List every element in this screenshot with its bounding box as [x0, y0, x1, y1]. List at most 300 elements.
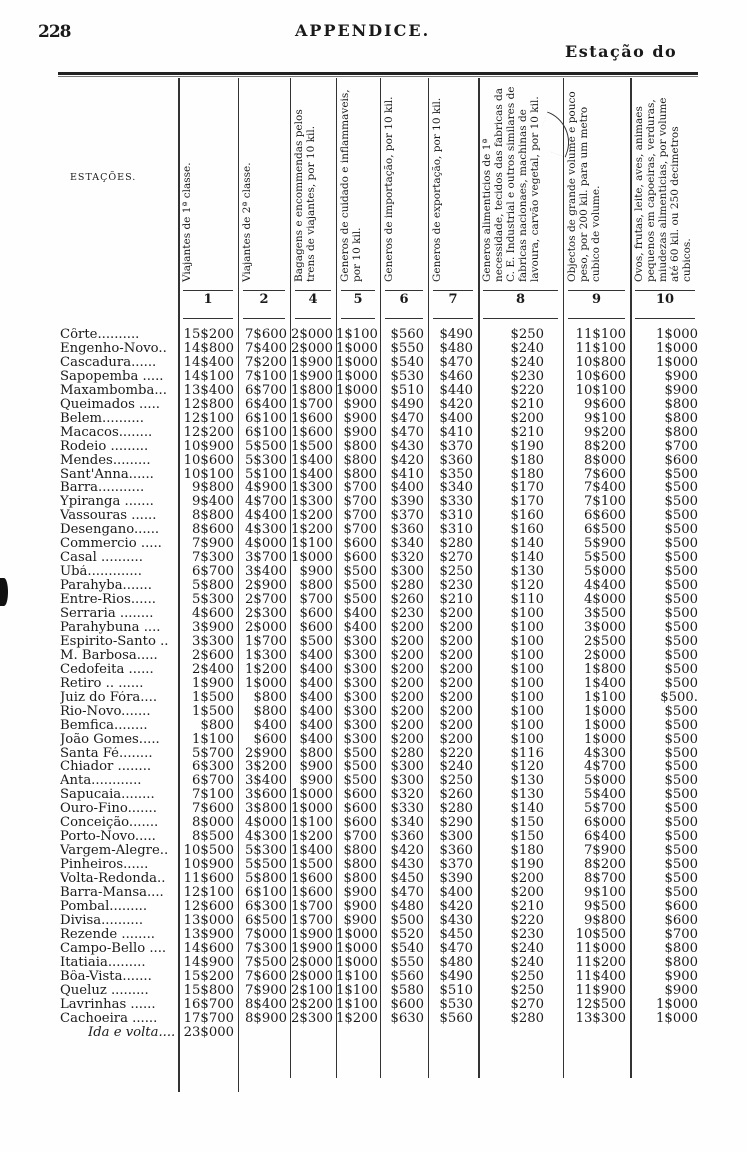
fare-cell: $430: [390, 857, 424, 873]
fare-cell: $900: [343, 898, 377, 914]
table-row: [0, 1012, 747, 1026]
fare-cell: 1$000: [656, 354, 698, 370]
column-header-label: Generos de cuidado e inflammaveis, por 10 kil.: [339, 89, 363, 282]
fare-cell: $400: [299, 647, 333, 663]
fare-cell: $100: [510, 675, 544, 691]
fare-cell: 6$500: [584, 522, 626, 538]
fare-cell: $480: [390, 898, 424, 914]
fare-cell: $200: [439, 689, 473, 705]
fare-cell: 2$500: [584, 633, 626, 649]
fare-cell: 9$200: [584, 424, 626, 440]
fare-cell: 4$400: [584, 578, 626, 594]
fare-cell: 7$300: [245, 940, 287, 956]
station-name: Barra-Mansa....: [60, 886, 164, 900]
station-name: Pombal.........: [60, 899, 148, 914]
station-name: Rezende ........: [60, 927, 155, 942]
fare-cell: 9$400: [192, 494, 234, 510]
fare-cell: $210: [510, 424, 544, 440]
fare-cell: $500.: [660, 689, 698, 705]
station-name: Bôa-Vista.......: [60, 969, 152, 984]
table-row: [0, 635, 747, 649]
fare-cell: 1$100: [336, 982, 378, 998]
table-row: [0, 747, 747, 761]
fare-cell: $580: [390, 982, 424, 998]
fare-cell: 13$300: [575, 1010, 626, 1026]
station-name: Entre-Rios......: [60, 593, 156, 608]
station-name: Rio-Novo.......: [60, 704, 151, 719]
station-name: Casal ..........: [60, 551, 143, 566]
fare-cell: 1$000: [584, 731, 626, 747]
table-row: [0, 649, 747, 663]
fare-cell: 10$600: [183, 452, 234, 468]
fare-cell: $190: [510, 438, 544, 454]
fare-cell: 7$000: [245, 926, 287, 942]
fare-cell: $600: [343, 815, 377, 831]
fare-cell: 1$100: [291, 536, 333, 552]
fare-cell: $200: [439, 619, 473, 635]
fare-cell: $500: [664, 703, 698, 719]
table-row: [0, 928, 747, 942]
column-header-label: Generos de importação, por 10 kil.: [383, 96, 395, 282]
fare-cell: 5$500: [584, 550, 626, 566]
fare-cell: $200: [390, 731, 424, 747]
fare-cell: $200: [390, 633, 424, 649]
fare-cell: $300: [439, 829, 473, 845]
fare-cell: $280: [439, 536, 473, 552]
fare-cell: $200: [390, 689, 424, 705]
fare-cell: $400: [299, 717, 333, 733]
margin-ink-mark: [0, 578, 8, 606]
station-name: Juiz do Fóra....: [60, 690, 158, 705]
fare-cell: $500: [664, 619, 698, 635]
fare-cell: 10$900: [183, 438, 234, 454]
fare-cell: $116: [510, 745, 544, 761]
fare-cell: $470: [390, 424, 424, 440]
fare-cell: $630: [390, 1010, 424, 1026]
fare-cell: $230: [439, 578, 473, 594]
fare-cell: $900: [299, 773, 333, 789]
fare-cell: 1$000: [584, 717, 626, 733]
table-row: [0, 593, 747, 607]
column-number-rule: [295, 318, 331, 319]
fare-cell: $500: [664, 578, 698, 594]
fare-cell: 1$400: [584, 675, 626, 691]
fare-cell: $350: [439, 466, 473, 482]
fare-cell: $700: [343, 508, 377, 524]
fare-cell: $200: [439, 647, 473, 663]
fare-cell: 10$500: [575, 926, 626, 942]
fare-cell: $500: [664, 536, 698, 552]
fare-cell: $220: [439, 745, 473, 761]
fare-cell: 5$700: [584, 801, 626, 817]
table-row: [0, 328, 747, 342]
fare-cell: $300: [343, 717, 377, 733]
fare-cell: $510: [439, 982, 473, 998]
fare-cell: 1$000: [336, 940, 378, 956]
fare-cell: $800: [253, 689, 287, 705]
fare-cell: 11$000: [575, 940, 626, 956]
station-name: Santa Fé........: [60, 746, 153, 761]
fare-cell: $440: [439, 382, 473, 398]
fare-cell: $500: [299, 633, 333, 649]
station-name: Volta-Redonda..: [60, 872, 166, 887]
fare-cell: 5$400: [584, 787, 626, 803]
fare-cell: 3$900: [192, 619, 234, 635]
fare-cell: $490: [439, 968, 473, 984]
fare-cell: $280: [510, 1010, 544, 1026]
fare-cell: $500: [664, 675, 698, 691]
fare-cell: $130: [510, 773, 544, 789]
fare-cell: 7$100: [245, 368, 287, 384]
fare-cell: $500: [664, 871, 698, 887]
fare-cell: $530: [390, 368, 424, 384]
fare-cell: $800: [664, 954, 698, 970]
column-header-label: Generos de exportação, por 10 kil.: [431, 97, 443, 282]
fare-cell: 7$200: [245, 354, 287, 370]
fare-cell: 1$000: [336, 954, 378, 970]
column-number: 4: [308, 292, 318, 307]
table-row: [0, 719, 747, 733]
fare-cell: $280: [390, 745, 424, 761]
column-number: 2: [259, 292, 269, 307]
fare-cell: 6$100: [245, 885, 287, 900]
fare-cell: $600: [664, 452, 698, 468]
fare-cell: $500: [664, 745, 698, 761]
fare-cell: $500: [664, 829, 698, 845]
fare-cell: 16$700: [183, 996, 234, 1012]
fare-cell: 10$600: [575, 368, 626, 384]
station-name: Ubá.............: [60, 565, 142, 580]
fare-cell: 2$000: [291, 327, 333, 342]
fare-cell: $470: [390, 410, 424, 426]
fare-cell: 1$900: [291, 940, 333, 956]
table-row: [0, 663, 747, 677]
table-row: [0, 495, 747, 509]
fare-cell: 2$600: [192, 647, 234, 663]
column-header: [291, 78, 335, 288]
station-name: Maxambomba...: [60, 383, 167, 398]
fare-cell: 1$300: [291, 494, 333, 510]
fare-cell: 4$600: [192, 606, 234, 621]
fare-cell: $300: [390, 773, 424, 789]
fare-cell: $310: [439, 508, 473, 524]
fare-cell: $600: [664, 912, 698, 928]
fare-cell: 8$600: [192, 522, 234, 538]
fare-cell: $200: [439, 675, 473, 691]
fare-cell: 1$100: [336, 996, 378, 1012]
fare-cell: 1$500: [291, 857, 333, 873]
fare-cell: $900: [343, 885, 377, 900]
fare-cell: 1$100: [192, 731, 234, 747]
station-name: Anta............: [60, 774, 142, 789]
fare-cell: 1$900: [291, 926, 333, 942]
table-row: [0, 565, 747, 579]
fare-cell: 1$000: [291, 801, 333, 817]
column-number-rule: [243, 290, 285, 291]
station-name: Barra...........: [60, 481, 145, 496]
table-row: [0, 342, 747, 356]
fare-cell: 7$500: [245, 954, 287, 970]
fare-cell: 3$400: [245, 773, 287, 789]
fare-cell: 14$900: [183, 954, 234, 970]
fare-cell: 3$500: [584, 606, 626, 621]
fare-cell: $520: [390, 926, 424, 942]
fare-cell: $430: [439, 912, 473, 928]
fare-cell: $500: [664, 885, 698, 900]
fare-cell: 11$400: [575, 968, 626, 984]
column-header: [381, 78, 427, 288]
top-rule: [58, 72, 698, 75]
fare-cell: 4$700: [584, 759, 626, 775]
fare-cell: 4$400: [245, 508, 287, 524]
fare-cell: 8$700: [584, 871, 626, 887]
fare-cell: $240: [439, 759, 473, 775]
fare-cell: 8$000: [584, 452, 626, 468]
column-number-rule: [433, 290, 473, 291]
fare-cell: 2$200: [291, 996, 333, 1012]
column-number-rule: [183, 318, 233, 319]
fare-cell: 7$900: [245, 982, 287, 998]
station-name: Ypiranga .......: [60, 495, 154, 510]
station-name: Cascadura......: [60, 355, 157, 370]
fare-cell: $200: [510, 885, 544, 900]
fare-cell: 12$100: [183, 410, 234, 426]
fare-cell: 1$700: [291, 898, 333, 914]
fare-cell: $300: [343, 647, 377, 663]
fare-cell: $700: [343, 522, 377, 538]
station-name: Desengano......: [60, 523, 160, 538]
fare-cell: 12$200: [183, 424, 234, 440]
fare-cell: 11$900: [575, 982, 626, 998]
fare-cell: $470: [390, 885, 424, 900]
fare-cell: $500: [343, 564, 377, 580]
fare-cell: $700: [664, 438, 698, 454]
fare-cell: $170: [510, 480, 544, 496]
fare-cell: $300: [390, 759, 424, 775]
fare-cell: $500: [343, 745, 377, 761]
fare-cell: 3$800: [245, 801, 287, 817]
column-header: [631, 78, 699, 288]
running-head: APPENDICE.: [295, 21, 431, 40]
fare-cell: $500: [664, 759, 698, 775]
fare-cell: $600: [299, 606, 333, 621]
fare-cell: 1$600: [291, 871, 333, 887]
column-header-label: Objectos de grande volume e pouco peso, por 200 kil. para um metro cubico de volume.: [566, 91, 602, 282]
fare-cell: 4$000: [245, 536, 287, 552]
fare-cell: $250: [439, 773, 473, 789]
station-name: Conceição.......: [60, 816, 159, 831]
fare-cell: 9$800: [192, 480, 234, 496]
fare-cell: 1$200: [291, 508, 333, 524]
table-row: [0, 412, 747, 426]
fare-cell: 5$000: [584, 564, 626, 580]
fare-cell: 1$900: [291, 368, 333, 384]
table-row-round-trip: [0, 1026, 747, 1040]
fare-cell: 7$600: [245, 968, 287, 984]
fare-cell: 1$000: [336, 340, 378, 356]
column-number-rule: [341, 290, 375, 291]
fare-cell: $210: [510, 396, 544, 412]
fare-cell: $500: [664, 494, 698, 510]
station-name: Campo-Bello ....: [60, 941, 167, 956]
fare-cell: 15$200: [183, 327, 234, 342]
fare-cell: $200: [390, 661, 424, 677]
fare-cell: $500: [343, 578, 377, 594]
fare-cell: $500: [664, 787, 698, 803]
fare-cell: $900: [343, 912, 377, 928]
fare-cell: $370: [439, 438, 473, 454]
fare-cell: 6$100: [245, 410, 287, 426]
column-number-rule: [341, 318, 375, 319]
fare-cell: $120: [510, 759, 544, 775]
fare-cell: 10$500: [183, 843, 234, 859]
fare-cell: 9$100: [584, 885, 626, 900]
fare-cell: 8$400: [245, 996, 287, 1012]
fare-cell: $500: [664, 661, 698, 677]
fare-cell: 7$400: [245, 340, 287, 356]
station-name: João Gomes.....: [60, 732, 160, 747]
fare-cell: $200: [439, 731, 473, 747]
fare-cell: $400: [253, 717, 287, 733]
fare-cell: $100: [510, 606, 544, 621]
fare-cell: 7$600: [584, 466, 626, 482]
fare-cell: $900: [664, 982, 698, 998]
fare-cell: 1$400: [291, 452, 333, 468]
column-number-rule: [295, 290, 331, 291]
fare-cell: 5$900: [584, 536, 626, 552]
fare-cell: $500: [390, 912, 424, 928]
fare-cell: 5$500: [245, 857, 287, 873]
fare-cell: $500: [664, 606, 698, 621]
fare-cell: $140: [510, 536, 544, 552]
table-row: [0, 774, 747, 788]
fare-cell: 3$700: [245, 550, 287, 566]
column-header-label: Viajantes de 1ª classe.: [181, 162, 193, 282]
fare-cell: 3$000: [584, 619, 626, 635]
column-number-rule: [243, 318, 285, 319]
fare-cell: $200: [510, 410, 544, 426]
column-header-label: Ovos, frutas, leite, aves, animaes pequenos em capoeiras, verduras, miudezas alimenticias, por volume até 60 kil. ou 250 decimetros cubicos.: [633, 97, 693, 282]
round-trip-label: Ida e volta....: [88, 1025, 176, 1040]
fare-cell: 8$200: [584, 438, 626, 454]
fare-cell: 8$900: [245, 1010, 287, 1026]
fare-cell: 7$400: [584, 480, 626, 496]
fare-cell: 4$000: [584, 592, 626, 608]
fare-cell: $400: [299, 675, 333, 691]
fare-cell: 6$300: [245, 898, 287, 914]
fare-cell: $140: [510, 550, 544, 566]
fare-cell: $330: [390, 801, 424, 817]
fare-cell: $200: [439, 633, 473, 649]
column-number: 9: [591, 292, 602, 307]
fare-cell: 2$300: [291, 1010, 333, 1026]
fare-cell: $490: [390, 396, 424, 412]
fare-cell: $560: [390, 968, 424, 984]
station-name: Côrte..........: [60, 328, 140, 342]
table-row: [0, 454, 747, 468]
fare-cell: 6$700: [192, 773, 234, 789]
fare-cell: $120: [510, 578, 544, 594]
column-number-rule: [568, 290, 625, 291]
fare-cell: 2$900: [245, 578, 287, 594]
fare-cell: $420: [390, 452, 424, 468]
fare-cell: $600: [343, 801, 377, 817]
fare-cell: $900: [343, 396, 377, 412]
fare-cell: $900: [664, 968, 698, 984]
fare-cell: $600: [664, 898, 698, 914]
column-number: 7: [448, 292, 458, 307]
station-name: Ouro-Fino.......: [60, 802, 157, 817]
table-row: [0, 858, 747, 872]
fare-cell: $250: [439, 564, 473, 580]
column-header: [564, 78, 629, 288]
fare-cell: 3$300: [192, 633, 234, 649]
fare-cell: 4$000: [245, 815, 287, 831]
fare-cell: 5$800: [245, 871, 287, 887]
table-row: [0, 733, 747, 747]
fare-cell: 14$100: [183, 368, 234, 384]
station-name: Bemfica........: [60, 718, 148, 733]
table-row: [0, 356, 747, 370]
table-row: [0, 607, 747, 621]
fare-cell: $270: [439, 550, 473, 566]
fare-cell: $200: [510, 871, 544, 887]
station-name: Cedofeita ......: [60, 662, 154, 677]
column-number-rule: [385, 318, 423, 319]
fare-cell: $340: [390, 815, 424, 831]
fare-cell: 1$600: [291, 424, 333, 440]
fare-cell: 1$400: [291, 466, 333, 482]
station-name: Parahybuna ....: [60, 620, 161, 635]
fare-cell: $400: [390, 480, 424, 496]
fare-cell: $500: [343, 759, 377, 775]
fare-cell: 3$400: [245, 564, 287, 580]
station-name: Itatiaia.........: [60, 955, 146, 970]
fare-cell: $340: [390, 536, 424, 552]
table-row: [0, 579, 747, 593]
fare-cell: 9$100: [584, 410, 626, 426]
station-name: Vargem-Alegre..: [60, 844, 169, 859]
fare-cell: $100: [510, 717, 544, 733]
table-row: [0, 691, 747, 705]
fare-cell: $800: [664, 424, 698, 440]
fare-cell: 12$600: [183, 898, 234, 914]
fare-cell: $400: [299, 731, 333, 747]
fare-cell: $540: [390, 940, 424, 956]
fare-cell: $130: [510, 564, 544, 580]
table-row: [0, 830, 747, 844]
fare-cell: $400: [343, 619, 377, 635]
table-row: [0, 621, 747, 635]
fare-cell: $800: [200, 717, 234, 733]
column-number: 10: [655, 292, 675, 307]
station-name: Parahyba.......: [60, 579, 152, 594]
fare-cell: 1$000: [336, 382, 378, 398]
column-number-rule: [635, 318, 695, 319]
table-row: [0, 384, 747, 398]
fare-cell: 10$800: [575, 354, 626, 370]
table-row: [0, 984, 747, 998]
fare-cell: $360: [439, 452, 473, 468]
fare-cell: 7$100: [192, 787, 234, 803]
fare-cell: 1$000: [656, 1010, 698, 1026]
column-number-rule: [568, 318, 625, 319]
fare-cell: $500: [664, 508, 698, 524]
fare-cell: $500: [664, 564, 698, 580]
fare-cell: $500: [664, 731, 698, 747]
fare-cell: $800: [343, 466, 377, 482]
column-number-rule: [385, 290, 423, 291]
